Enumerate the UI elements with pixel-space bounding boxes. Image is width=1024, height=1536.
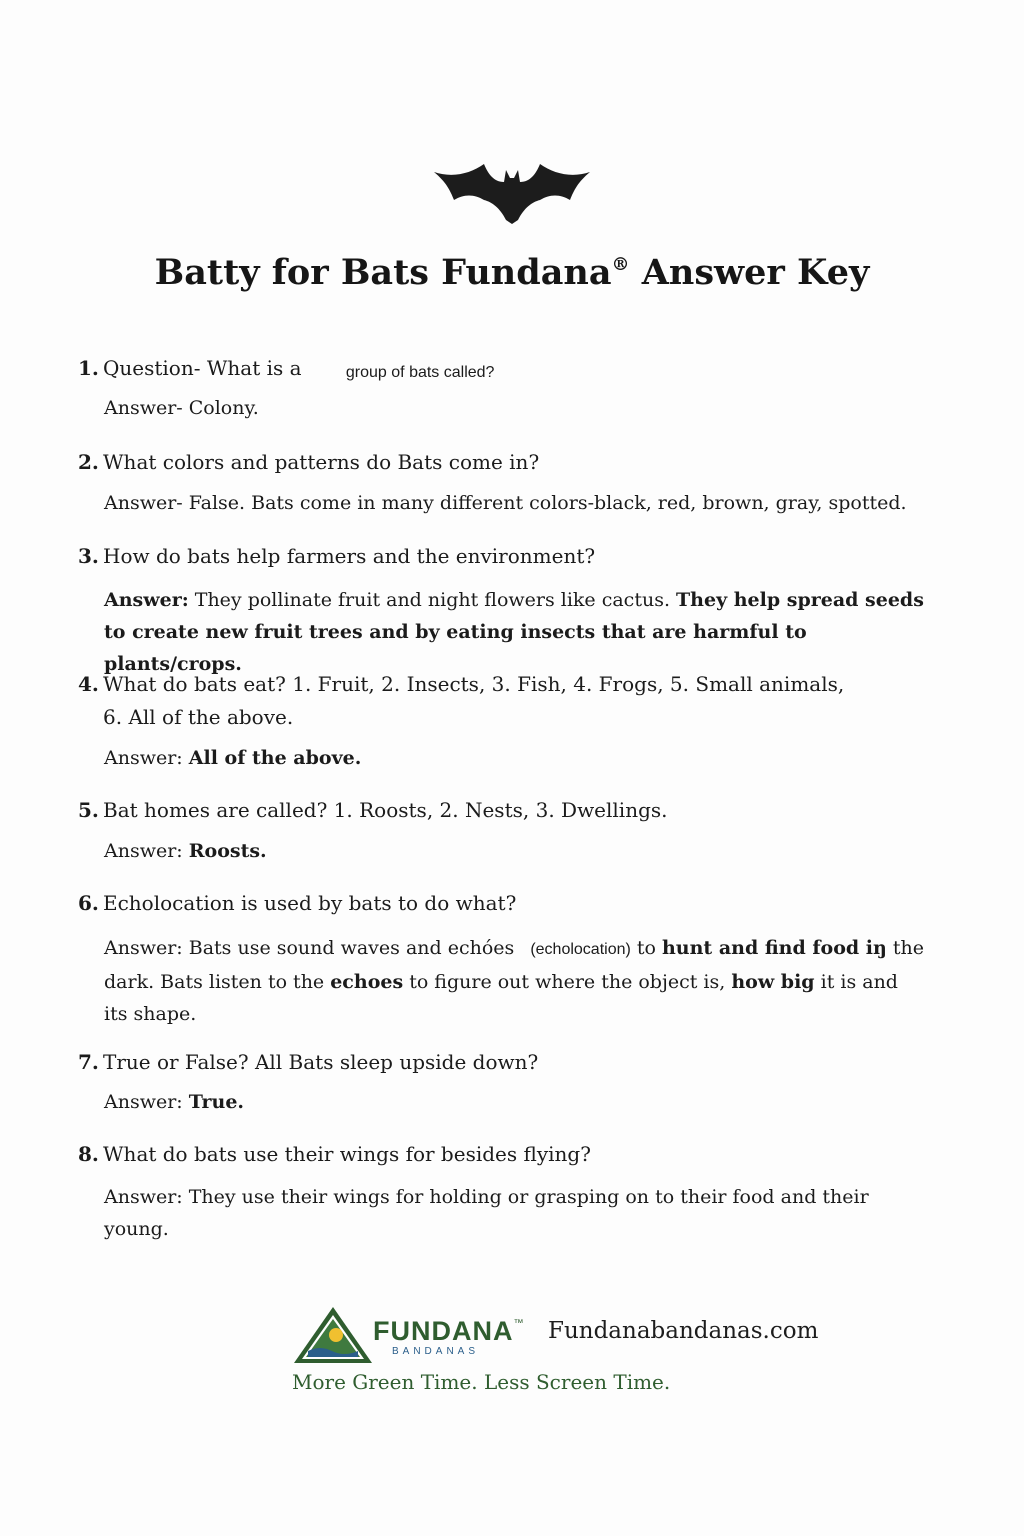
question-1: 1. Question- What is a group of bats called? (78, 356, 495, 381)
question-6: 6. Echolocation is used by bats to do what? (78, 891, 517, 915)
answer-7: Answer: True. (104, 1091, 245, 1113)
answer-5: Answer: Roosts. (104, 840, 267, 862)
answer-2: Answer- False. Bats come in many different colors-black, red, brown, gray, spotted. (104, 492, 907, 514)
question-3: 3. How do bats help farmers and the environment? (78, 544, 596, 568)
answer-1: Answer- Colony. (104, 397, 259, 419)
website-link[interactable]: Fundanabandanas.com (548, 1318, 819, 1344)
question-5: 5. Bat homes are called? 1. Roosts, 2. Nests, 3. Dwellings. (78, 798, 668, 822)
question-2: 2. What colors and patterns do Bats come in? (78, 450, 540, 474)
answer-6: Answer: Bats use sound waves and echóes (echolocation) to hunt and find food iŋ the dark. Bats listen to the echoes to figure out where the object is, how big it is and its shape. (104, 937, 924, 1025)
question-7: 7. True or False? All Bats sleep upside down? (78, 1050, 539, 1074)
page-title: Batty for Bats Fundana® Answer Key (154, 252, 870, 293)
brand-sub: BANDANAS (392, 1346, 480, 1357)
brand-name: FUNDANA™ (373, 1316, 525, 1346)
tagline: More Green Time. Less Screen Time. (292, 1370, 671, 1394)
fundana-logo (292, 1305, 374, 1365)
question-4: 4. What do bats eat? 1. Fruit, 2. Insects, 3. Fish, 4. Frogs, 5. Small animals, 6. All of the above. (78, 672, 845, 729)
bat-icon (432, 160, 592, 224)
answer-3: Answer: They pollinate fruit and night flowers like cactus. They help spread seeds to create new fruit trees and by eating insects that are harmful to plants/crops. (104, 589, 924, 675)
question-8: 8. What do bats use their wings for besides flying? (78, 1142, 591, 1166)
answer-4: Answer: All of the above. (104, 747, 362, 769)
answer-8: Answer: They use their wings for holding or grasping on to their food and their young. (104, 1186, 869, 1240)
